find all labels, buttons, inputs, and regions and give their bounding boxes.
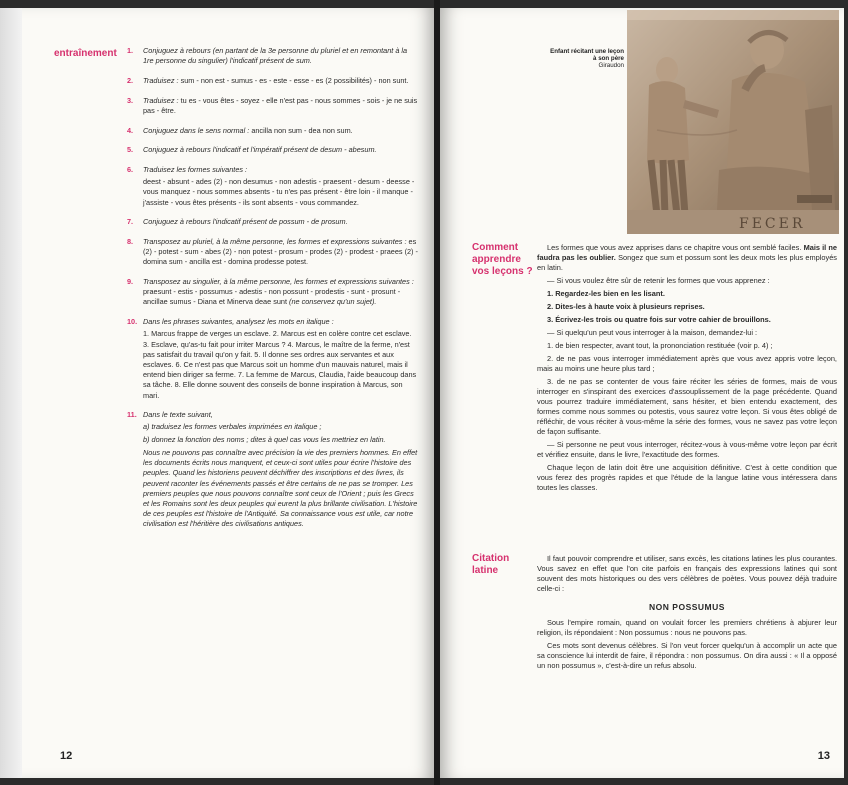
instruction-segment: tu es - vous êtes - soyez - elle n'est pas - nous sommes - sois - je ne suis pas - être.	[143, 95, 418, 115]
exercise-number: 3.	[127, 95, 134, 105]
right-page	[440, 8, 844, 778]
intro-text-c: Songez que sum et possum sont les deux mots les plus employés en latin.	[537, 253, 837, 272]
exercise-item	[127, 165, 419, 208]
help-paragraph: — Si quelqu'un peut vous interroger à la maison, demandez-lui :	[547, 328, 758, 337]
conclusion-paragraph: Chaque leçon de latin doit être une acquisition définitive. C'est à cette condition que vous ferez des progrès rapides et que l'étude de la langue latine vous intéressera dans toutes les classes.	[537, 463, 837, 492]
exercise-number: 2.	[127, 75, 134, 85]
instruction-segment: (ne conservez qu'un sujet).	[289, 297, 377, 307]
exercise-content: deest - absunt - ades (2) - non desumus - non adestis - praesent - desum - deesse - vous manquez - nous sommes absents - tu n'es pas présent - être loin - il manque - j'assiste - vous êtes présents - ils sont absents - vous commandez.	[143, 177, 415, 207]
citation-usage: Ces mots sont devenus célèbres. Si l'on veut forcer quelqu'un à accomplir un acte que sa conscience lui interdit de faire, il répondra : non possumus. On dira aussi : « Il a opposé un non possumus », c'est-à-dire un refus absolu.	[537, 641, 837, 670]
caption-source: Giraudon	[598, 62, 624, 69]
page-number-right: 13	[817, 750, 830, 762]
exercise-number: 11.	[127, 410, 137, 420]
photo-caption	[548, 48, 624, 69]
exercise-number: 1.	[127, 46, 134, 55]
relief-inscription: FECER	[739, 216, 806, 232]
intro-text-a: Les formes que vous avez apprises dans ce chapitre vous ont semblé faciles.	[547, 243, 804, 252]
exercise-number: 10.	[127, 317, 138, 327]
study-step: 2. Dites-les à haute voix à plusieurs reprises.	[547, 302, 705, 311]
instruction-segment: ancilla non sum - dea non sum.	[251, 125, 353, 135]
study-steps	[537, 289, 837, 325]
self-test-paragraph: — Si personne ne peut vous interroger, récitez-vous à vous-même votre leçon par écrit et vérifiez ensuite, dans le livre, l'exactitude des formes.	[537, 440, 837, 459]
book-edge	[0, 8, 22, 778]
instruction-segment: Transposez au singulier, à la même personne, les formes et expressions suivantes :	[143, 277, 414, 287]
instruction-segment: Traduisez :	[143, 75, 181, 85]
instruction-segment: Dans les phrases suivantes, analysez les mots en italique :	[143, 317, 334, 327]
advice-paragraph: — Si vous voulez être sûr de retenir les formes que vous apprenez :	[547, 276, 770, 285]
exercise-text: Nous ne pouvons pas connaître avec précision la vie des premiers hommes. En effet les documents écrits nous manquent, et ceux-ci sont utiles pour écrire l'histoire des peuples. Quand les historiens peuvent déchiffrer des inscriptions et des livres, ils peuvent raconter les événements passés et être certains de ne pas se tromper. Les premiers peuples que nous pouvons connaître sont ceux de l'Orient ; puis les Grecs et les Romains sont les deux peuples qui eurent la plus brillante civilisation. L'histoire de ces peuples est l'histoire de l'Antiquité. Sa connaissance vous est utile, car notre civilisation est l'héritière des civilisations antiques.	[143, 447, 418, 529]
exercise-item	[127, 126, 419, 136]
exercise-number: 5.	[127, 145, 134, 155]
exercise-content: 1. Marcus frappe de verges un esclave. 2. Marcus est en colère contre cet esclave. 3. Esclave, qu'as-tu fait pour irriter Marcus ? 4. Marcus, le maître de la ferme, n'est pas satisfait du travail qu'on y fait. 5. Il donne ses ordres aux servantes et aux esclaves. 6. Ce n'est pas que Marcus soit un homme d'un mauvais naturel, mais il entend bien diriger sa ferme. 7. La femme de Marcus, Claudia, l'aide beaucoup dans sa tâche. 8. Elle donne souvent des conseils de bonne inspiration à Marcus, son mari.	[143, 329, 417, 400]
intro-text-bold: Mais il ne faudra pas les oublier.	[537, 243, 837, 262]
exercise-item	[127, 46, 419, 66]
instruction-segment: Dans le texte suivant,	[143, 410, 213, 420]
exercise-number: 4.	[127, 125, 134, 135]
exercise-item	[127, 145, 419, 155]
section-heading-citation-latine: Citation latine	[472, 553, 510, 576]
instruction-segment: Conjuguez à rebours (en partant de la 3e personne du pluriel et en remontant à la 1re personne du singulier) l'indicatif présent de sum.	[143, 46, 408, 66]
exercise-item	[127, 317, 419, 401]
exercise-number: 8.	[127, 236, 134, 246]
exercise-item	[127, 217, 419, 227]
citation-title: NON POSSUMUS	[649, 602, 725, 612]
section-lessons-body	[537, 243, 837, 496]
exercise-item	[127, 76, 419, 86]
exercise-list	[127, 46, 419, 539]
intro-paragraph	[537, 243, 837, 273]
exercise-instruction	[143, 317, 419, 327]
section-heading-comment-apprendre: Comment apprendre vos leçons ?	[472, 242, 533, 277]
study-step: 1. Regardez-les bien en les lisant.	[547, 289, 665, 298]
instruction-segment: Conjuguez à rebours l'indicatif présent de possum - de prosum.	[143, 217, 348, 227]
relief-photo	[627, 10, 839, 234]
left-page	[22, 8, 434, 778]
exercise-item	[127, 277, 419, 308]
instruction-segment: es (2) - potest - sum - abes (2) - non potest - prosum - prodes (2) - prodest - praees (2) - domina sum - ancilla est - domina prodesse potest.	[143, 236, 418, 267]
exercise-item	[127, 237, 419, 268]
exercise-instruction	[143, 76, 419, 86]
exercise-item	[127, 96, 419, 116]
exercise-instruction	[143, 46, 419, 66]
rule-2: 2. de ne pas vous interroger immédiatement après que vous avez appris votre leçon, mais au moins une heure plus tard ;	[537, 354, 837, 373]
instruction-segment: sum - non est - sumus - es - este - esse - es (2 possibilités) - non sunt.	[180, 75, 409, 85]
study-step: 3. Écrivez-les trois ou quatre fois sur votre cahier de brouillons.	[547, 315, 771, 324]
exercise-subtask: a) traduisez les formes verbales imprimées en italique ;	[143, 422, 322, 432]
instruction-segment: Transposez au pluriel, à la même personne, les formes et expressions suivantes :	[143, 236, 409, 246]
page-number-left: 12	[60, 750, 73, 762]
exercise-number: 7.	[127, 217, 134, 227]
citation-history: Sous l'empire romain, quand on voulait forcer les premiers chrétiens à abjurer leur religion, ils répondaient : Non possumus : nous ne pouvons pas.	[537, 618, 837, 637]
instruction-segment: Traduisez les formes suivantes :	[143, 164, 248, 174]
citation-intro: Il faut pouvoir comprendre et utiliser, sans excès, les citations latines les plus courantes. Vous savez en effet que l'on cite parfois en français des expressions latines qui sont souvent des mots historiques ou des vers célèbres de poètes. Vous pouvez déjà traduire celle-ci :	[537, 554, 837, 593]
instruction-segment: Conjuguez dans le sens normal :	[143, 125, 252, 135]
exercise-item	[127, 410, 419, 529]
exercise-instruction	[143, 126, 419, 136]
exercise-instruction	[143, 410, 419, 420]
section-heading-entrainement: entraînement	[54, 48, 117, 59]
section-citation-body	[537, 554, 837, 674]
exercise-instruction	[143, 165, 419, 175]
rule-1: 1. de bien respecter, avant tout, la prononciation restituée (voir p. 4) ;	[547, 341, 773, 350]
exercise-instruction	[143, 237, 419, 268]
instruction-segment: Traduisez :	[143, 95, 181, 105]
exercise-instruction	[143, 96, 419, 116]
caption-title: Enfant récitant une leçon à son père	[550, 48, 624, 62]
rule-3: 3. de ne pas se contenter de vous faire réciter les séries de formes, mais de vous interroger en s'inspirant des exercices d'assouplissement de la page précédente. Quand vous pourrez traduire immédiatement, sans hésiter, et bien entendu exactement, des formes comme nous sommes ou potestis, vous saurez votre leçon. Si vous êtes obligé de réfléchir, de vous réciter à vous-même la série des formes, vous ne savez pas votre leçon de façon suffisante.	[537, 377, 837, 436]
relief-illustration	[627, 10, 839, 234]
exercise-number: 6.	[127, 164, 134, 174]
instruction-segment: Conjuguez à rebours l'indicatif et l'impératif présent de desum - abesum.	[143, 145, 377, 155]
exercise-instruction	[143, 145, 419, 155]
exercise-subtask: b) donnez la fonction des noms ; dites à quel cas vous les mettriez en latin.	[143, 434, 386, 444]
exercise-number: 9.	[127, 277, 134, 287]
exercise-instruction	[143, 277, 419, 308]
exercise-instruction	[143, 217, 419, 227]
instruction-segment: praesunt - estis - possumus - adestis - non possunt - prodestis - sunt - prosunt - ancillae sumus - Diana et Minerva deae sunt	[143, 287, 401, 307]
